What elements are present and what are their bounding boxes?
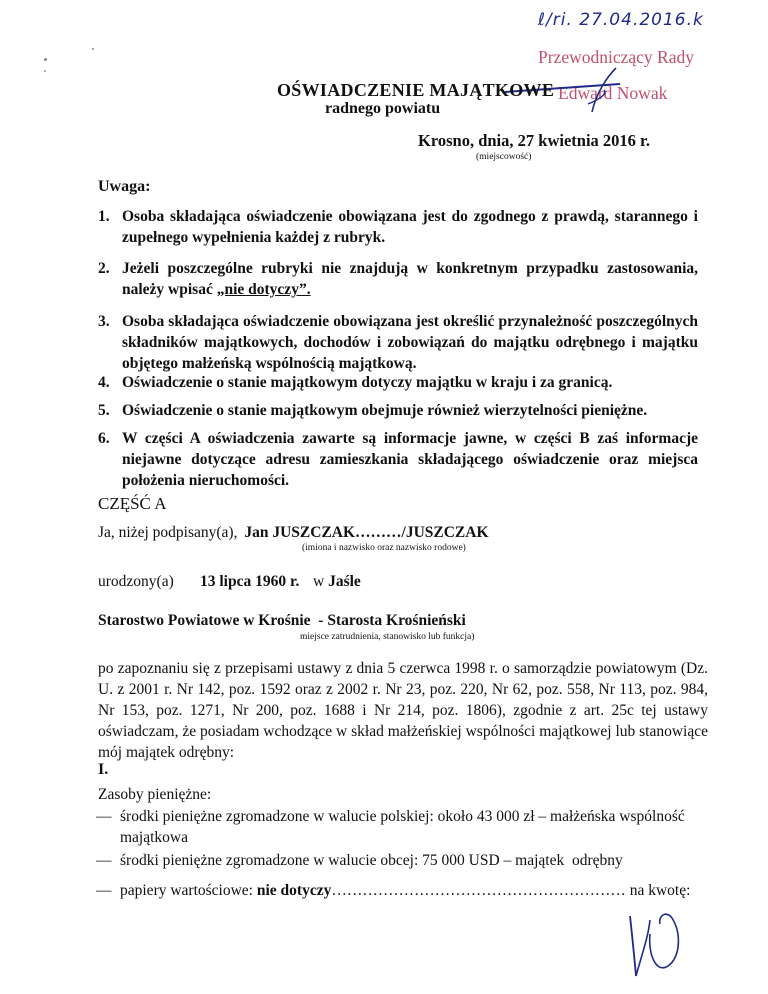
place-date: Krosno, dnia, 27 kwietnia 2016 r.: [418, 131, 650, 150]
asset-dash: —: [96, 852, 112, 869]
born-date: 13 lipca 1960 r.: [200, 573, 300, 590]
note-text: Oświadczenie o stanie majątkowym dotyczy majątku w kraju i za granicą.: [122, 374, 613, 391]
document-title: OŚWIADCZENIE MAJĄTKOWE: [277, 80, 555, 100]
section-i-heading: Zasoby pieniężne:: [98, 786, 212, 803]
note-number: 4.: [98, 374, 110, 391]
name-caption: (imiona i nazwisko oraz nazwisko rodowe): [302, 543, 466, 553]
scan-speck: [44, 70, 46, 72]
note-quote: „nie dotyczy”.: [216, 281, 311, 298]
note-text: Jeżeli poszczególne rubryki nie znajdują w konkretnym przypadku zastosowania, należy wpisać: [122, 260, 698, 298]
asset-item: [96, 806, 706, 848]
document-subtitle: radnego powiatu: [325, 100, 441, 117]
asset-text: środki pieniężne zgromadzone w walucie obcej: 75 000 USD – majątek odrębny: [120, 852, 623, 869]
note-item: [98, 372, 698, 393]
asset-suffix: na kwotę:: [629, 882, 691, 899]
note-number: 2.: [98, 260, 110, 277]
asset-value: nie dotyczy: [256, 882, 332, 899]
born-place: Jaśle: [328, 573, 361, 590]
born-place-prefix: w: [313, 573, 325, 590]
asset-item: [96, 850, 706, 871]
notes-heading: Uwaga:: [98, 178, 151, 195]
chairman-stamp-line2: Edward Nowak: [558, 83, 668, 103]
statement-paragraph: po zapoznaniu się z przepisami ustawy z dnia 5 czerwca 1998 r. o samorządzie powiatowym (Dz. U. z 2001 r. Nr 142, poz. 1592 oraz z 2002 r. Nr 23, poz. 220, Nr 62, poz. 558, Nr 113, poz. 984, Nr 153, poz. 1271, Nr 200, poz. 1688 i Nr 214, poz. 1806), zgodnie z art. 25c tej ustawy oświadczam, że posiadam wchodzące w skład małżeńskiej wspólności majątkowej lub stanowiące mój majątek odrębny:: [98, 660, 708, 761]
declarant-prefix: Ja, niżej podpisany(a),: [98, 524, 238, 541]
page-initials-signature: [620, 904, 690, 984]
employer-caption: miejsce zatrudnienia, stanowisko lub funkcja): [300, 632, 475, 642]
note-number: 6.: [98, 430, 110, 447]
asset-item: [96, 880, 706, 901]
note-text: Oświadczenie o stanie majątkowym obejmuje również wierzytelności pieniężne.: [122, 402, 648, 419]
asset-text: środki pieniężne zgromadzone w walucie polskiej: około 43 000 zł – małżeńska wspólność majątkowa: [120, 808, 685, 846]
declarant-name: Jan JUSZCZAK………/JUSZCZAK: [244, 524, 489, 541]
born-label: urodzony(a): [98, 573, 174, 590]
section-i-numeral: I.: [98, 761, 109, 778]
note-text: Osoba składająca oświadczenie obowiązana jest określić przynależność poszczególnych składników majątkowych, dochodów i zobowiązań do majątku odrębnego i majątku objętego małżeńską wspólnością majątkową.: [122, 313, 698, 372]
scan-speck: [92, 48, 94, 50]
note-number: 3.: [98, 313, 110, 330]
born-place-line: [313, 571, 361, 592]
note-text: Osoba składająca oświadczenie obowiązana jest do zgodnego z prawdą, starannego i zupełnego wypełnienia każdej z rubryk.: [122, 208, 698, 246]
note-item: [98, 400, 698, 421]
note-text: W części A oświadczenia zawarte są informacje jawne, w części B zaś informacje niejawne dotyczące adresu zamieszkania składającego oświadczenie oraz miejsca położenia nieruchomości.: [122, 430, 698, 489]
note-item: [98, 206, 698, 248]
part-a-heading: CZĘŚĆ A: [98, 494, 167, 513]
asset-dash: —: [96, 808, 112, 825]
declarant-line: [98, 522, 489, 543]
handwritten-date: ℓ/ri. 27.04.2016.k: [538, 10, 704, 30]
note-item: [98, 311, 698, 374]
asset-dots: …………………………………………………: [331, 882, 626, 899]
note-number: 5.: [98, 402, 110, 419]
chairman-stamp-line1: Przewodniczący Rady: [538, 47, 694, 67]
employer: Starostwo Powiatowe w Krośnie - Starosta Krośnieński: [98, 612, 466, 629]
note-item: [98, 258, 698, 300]
asset-dash: —: [96, 882, 112, 899]
scan-speck: [44, 58, 47, 61]
asset-prefix: papiery wartościowe:: [120, 882, 253, 899]
note-number: 1.: [98, 208, 110, 225]
place-caption: (miejscowość): [476, 152, 532, 162]
note-item: [98, 428, 698, 491]
